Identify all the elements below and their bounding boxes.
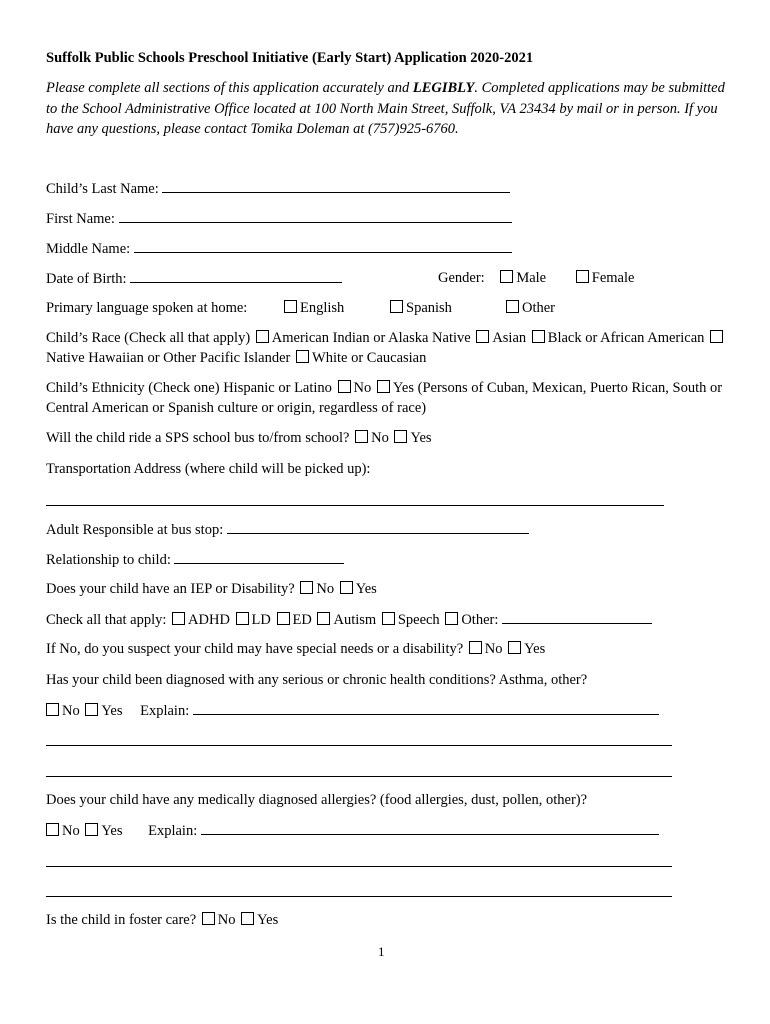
relationship-row (46, 549, 344, 570)
last-name-row (46, 178, 510, 199)
gender-row (438, 268, 634, 288)
bus-label: Will the child ride a SPS school bus to/from school? (46, 430, 350, 446)
foster-yes-checkbox[interactable] (241, 912, 254, 925)
ethnicity-yes-label: Yes (392, 380, 415, 396)
race-white-checkbox[interactable] (296, 350, 309, 363)
first-name-label: First Name: (46, 211, 115, 227)
transport-address-label: Transportation Address (where child will be picked up): (46, 461, 371, 477)
lang-spanish-checkbox[interactable] (390, 300, 403, 313)
ld-label: LD (251, 612, 271, 628)
other-disability-label: Other: (461, 612, 499, 628)
iep-label: Does your child have an IEP or Disability? (46, 581, 295, 597)
ethnicity-label: Child’s Ethnicity (Check one) Hispanic or Latino (46, 380, 332, 396)
health-yes-checkbox[interactable] (85, 703, 98, 716)
health-yes-label: Yes (101, 703, 123, 719)
foster-row (46, 910, 278, 930)
lang-english-option (284, 298, 344, 318)
language-label: Primary language spoken at home: (46, 300, 248, 316)
dob-row (46, 268, 342, 289)
suspect-no-label: No (484, 641, 503, 657)
gender-female-checkbox[interactable] (576, 270, 589, 283)
ld-checkbox[interactable] (236, 612, 249, 625)
adult-field[interactable] (227, 519, 529, 534)
first-name-row (46, 208, 512, 229)
gender-female-label: Female (591, 270, 635, 286)
health-answer-row (46, 700, 659, 721)
page-number: 1 (378, 944, 385, 959)
ethnicity-note: (Persons of Cuban, Mexican, Puerto Rican, South or Central American or Spanish culture or origin, regardless of race) (46, 380, 723, 416)
middle-name-field[interactable] (134, 238, 512, 253)
speech-checkbox[interactable] (382, 612, 395, 625)
health-explain-field[interactable] (193, 700, 659, 715)
last-name-field[interactable] (162, 178, 510, 193)
health-label: Has your child been diagnosed with any serious or chronic health conditions? Asthma, other? (46, 672, 588, 688)
suspect-yes-checkbox[interactable] (508, 641, 521, 654)
lang-other-option (506, 298, 555, 318)
allergies-answer-row (46, 820, 659, 841)
other-disability-checkbox[interactable] (445, 612, 458, 625)
race-hawaiian-checkbox[interactable] (710, 330, 723, 343)
lang-english-label: English (300, 300, 345, 316)
race-label: Child’s Race (Check all that apply) (46, 330, 251, 346)
iep-no-label: No (316, 581, 335, 597)
iep-row (46, 579, 377, 599)
suspect-no-checkbox[interactable] (469, 641, 482, 654)
dob-label: Date of Birth: (46, 271, 127, 287)
race-asian-checkbox[interactable] (476, 330, 489, 343)
bus-no-label: No (371, 430, 389, 446)
relationship-field[interactable] (174, 549, 344, 564)
foster-no-label: No (217, 912, 236, 928)
iep-yes-checkbox[interactable] (340, 581, 353, 594)
transport-address-field[interactable] (46, 505, 664, 506)
disability-row (46, 609, 652, 630)
last-name-label: Child’s Last Name: (46, 181, 159, 197)
ethnicity-section (46, 378, 736, 418)
allergies-explain-line-2[interactable] (46, 866, 672, 867)
autism-label: Autism (333, 612, 377, 628)
race-section (46, 328, 736, 368)
lang-spanish-label: Spanish (406, 300, 452, 316)
middle-name-row (46, 238, 512, 259)
gender-male-checkbox[interactable] (500, 270, 513, 283)
ed-checkbox[interactable] (277, 612, 290, 625)
race-hawaiian-label: Native Hawaiian or Other Pacific Islander (46, 350, 291, 366)
relationship-label: Relationship to child: (46, 552, 171, 568)
foster-label: Is the child in foster care? (46, 912, 197, 928)
health-explain-label: Explain: (140, 703, 190, 719)
form-title: Suffolk Public Schools Preschool Initiative (Early Start) Application 2020-2021 (46, 50, 534, 66)
race-black-label: Black or African American (547, 330, 705, 346)
lang-other-checkbox[interactable] (506, 300, 519, 313)
gender-label: Gender: (438, 270, 485, 286)
race-amind-checkbox[interactable] (256, 330, 269, 343)
race-black-checkbox[interactable] (532, 330, 545, 343)
gender-male-label: Male (516, 270, 547, 286)
allergies-explain-label: Explain: (148, 823, 198, 839)
allergies-explain-line-3[interactable] (46, 896, 672, 897)
allergies-yes-label: Yes (101, 823, 123, 839)
lang-spanish-option (390, 298, 452, 318)
ethnicity-no-label: No (353, 380, 372, 396)
suspect-label: If No, do you suspect your child may have special needs or a disability? (46, 641, 464, 657)
bus-yes-label: Yes (410, 430, 432, 446)
health-no-checkbox[interactable] (46, 703, 59, 716)
ed-label: ED (292, 612, 312, 628)
bus-row (46, 428, 432, 448)
foster-yes-label: Yes (257, 912, 279, 928)
allergies-label: Does your child have any medically diagnosed allergies? (food allergies, dust, pollen, other)? (46, 792, 588, 808)
allergies-explain-field[interactable] (201, 820, 659, 835)
instructions: Please complete all sections of this application accurately and LEGIBLY. Completed applications may be submitted to the School Administrative Office located at 100 North Main Street, Suffolk, VA 23434 by mail or in person. If you have any questions, please contact Tomika Doleman at (757)925-6760. (46, 80, 725, 137)
suspect-row (46, 639, 545, 659)
autism-checkbox[interactable] (317, 612, 330, 625)
suspect-yes-label: Yes (524, 641, 546, 657)
bus-yes-checkbox[interactable] (394, 430, 407, 443)
allergies-no-checkbox[interactable] (46, 823, 59, 836)
adhd-checkbox[interactable] (172, 612, 185, 625)
language-row (46, 298, 247, 318)
foster-no-checkbox[interactable] (202, 912, 215, 925)
allergies-no-label: No (62, 823, 80, 839)
race-asian-label: Asian (492, 330, 527, 346)
adult-row (46, 519, 529, 540)
other-disability-field[interactable] (502, 609, 652, 624)
iep-yes-label: Yes (355, 581, 377, 597)
first-name-field[interactable] (119, 208, 512, 223)
allergies-yes-checkbox[interactable] (85, 823, 98, 836)
adult-label: Adult Responsible at bus stop: (46, 522, 224, 538)
ethnicity-no-checkbox[interactable] (338, 380, 351, 393)
check-all-label: Check all that apply: (46, 612, 167, 628)
iep-no-checkbox[interactable] (300, 581, 313, 594)
ethnicity-yes-checkbox[interactable] (377, 380, 390, 393)
health-no-label: No (62, 703, 80, 719)
speech-label: Speech (397, 612, 440, 628)
health-explain-line-3[interactable] (46, 776, 672, 777)
bus-no-checkbox[interactable] (355, 430, 368, 443)
race-white-label: White or Caucasian (312, 350, 427, 366)
middle-name-label: Middle Name: (46, 241, 131, 257)
lang-english-checkbox[interactable] (284, 300, 297, 313)
race-amind-label: American Indian or Alaska Native (271, 330, 471, 346)
health-explain-line-2[interactable] (46, 745, 672, 746)
adhd-label: ADHD (188, 612, 230, 628)
lang-other-label: Other (522, 300, 556, 316)
dob-field[interactable] (130, 268, 342, 283)
